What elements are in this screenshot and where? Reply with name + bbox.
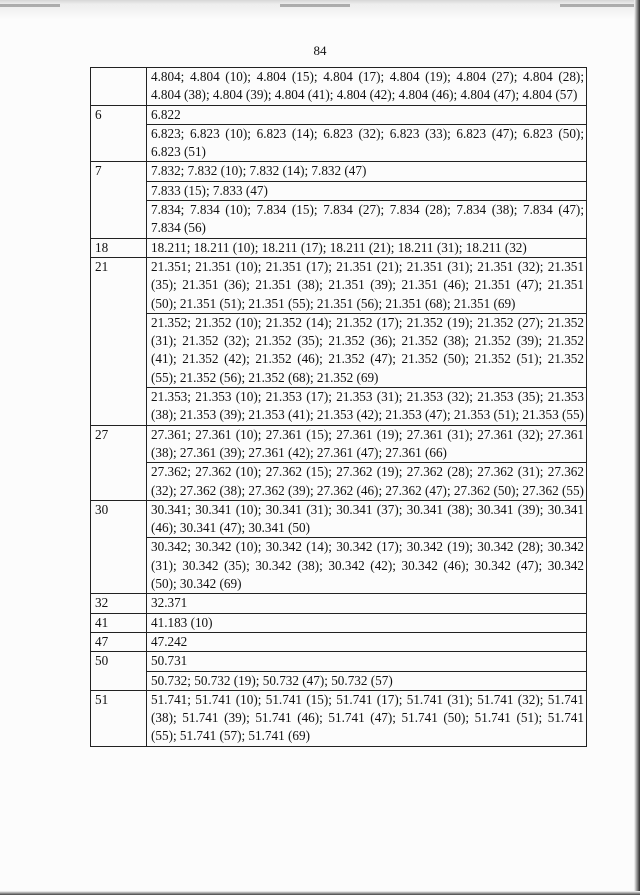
row-value: 50.731	[147, 652, 587, 671]
table-body	[91, 68, 587, 747]
table-row	[91, 671, 587, 690]
table-row	[91, 313, 587, 387]
row-key: 51	[91, 690, 147, 746]
row-key: 27	[91, 425, 147, 500]
row-key: 18	[91, 238, 147, 257]
table-row	[91, 162, 587, 181]
table-row	[91, 238, 587, 257]
row-value: 50.732; 50.732 (19); 50.732 (47); 50.732 (57)	[147, 671, 587, 690]
row-value: 27.362; 27.362 (10); 27.362 (15); 27.362 (19); 27.362 (28); 27.362 (31); 27.362 (32); 27.362 (38); 27.362 (39); 27.362 (46); 27.362 (47); 27.362 (50); 27.362 (55)	[147, 463, 587, 501]
row-value: 6.823; 6.823 (10); 6.823 (14); 6.823 (32); 6.823 (33); 6.823 (47); 6.823 (50); 6.823 (51)	[147, 124, 587, 162]
row-value: 41.183 (10)	[147, 613, 587, 632]
row-value: 30.341; 30.341 (10); 30.341 (31); 30.341 (37); 30.341 (38); 30.341 (39); 30.341 (46); 30.341 (47); 30.341 (50)	[147, 500, 587, 538]
scan-mark	[280, 4, 350, 7]
table-row	[91, 105, 587, 124]
table-row	[91, 538, 587, 594]
table-row	[91, 594, 587, 613]
row-key: 21	[91, 257, 147, 425]
row-value: 6.822	[147, 105, 587, 124]
row-value: 4.804; 4.804 (10); 4.804 (15); 4.804 (17); 4.804 (19); 4.804 (27); 4.804 (28); 4.804 (38); 4.804 (39); 4.804 (41); 4.804 (42); 4.804 (46); 4.804 (47); 4.804 (57)	[147, 68, 587, 106]
row-key	[91, 68, 147, 106]
scan-edge-top	[0, 0, 640, 20]
row-value: 32.371	[147, 594, 587, 613]
table-row	[91, 257, 587, 313]
table-row	[91, 632, 587, 651]
page-number: 84	[313, 43, 327, 58]
row-value: 30.342; 30.342 (10); 30.342 (14); 30.342 (17); 30.342 (19); 30.342 (28); 30.342 (31); 30.342 (35); 30.342 (38); 30.342 (42); 30.342 (46); 30.342 (47); 30.342 (50); 30.342 (69)	[147, 538, 587, 594]
table-row	[91, 652, 587, 671]
table-row	[91, 124, 587, 162]
row-key: 41	[91, 613, 147, 632]
table-row	[91, 68, 587, 106]
table-row	[91, 613, 587, 632]
scan-edge-bottom	[0, 891, 640, 895]
row-key: 30	[91, 500, 147, 593]
row-value: 18.211; 18.211 (10); 18.211 (17); 18.211 (21); 18.211 (31); 18.211 (32)	[147, 238, 587, 257]
row-key: 7	[91, 162, 147, 238]
scan-mark	[0, 4, 60, 7]
row-value: 47.242	[147, 632, 587, 651]
table-row	[91, 201, 587, 239]
row-key: 47	[91, 632, 147, 651]
row-value: 21.352; 21.352 (10); 21.352 (14); 21.352 (17); 21.352 (19); 21.352 (27); 21.352 (31); 21.352 (32); 21.352 (35); 21.352 (36); 21.352 (38); 21.352 (39); 21.352 (41); 21.352 (42); 21.352 (46); 21.352 (47); 21.352 (50); 21.352 (51); 21.352 (55); 21.352 (56); 21.352 (68); 21.352 (69)	[147, 313, 587, 387]
table-row	[91, 690, 587, 746]
table-row	[91, 388, 587, 426]
row-value: 51.741; 51.741 (10); 51.741 (15); 51.741 (17); 51.741 (31); 51.741 (32); 51.741 (38); 51.741 (39); 51.741 (46); 51.741 (47); 51.741 (50); 51.741 (51); 51.741 (55); 51.741 (57); 51.741 (69)	[147, 690, 587, 746]
scan-edge-right	[634, 0, 640, 895]
row-value: 7.832; 7.832 (10); 7.832 (14); 7.832 (47)	[147, 162, 587, 181]
table-row	[91, 425, 587, 463]
row-key: 6	[91, 105, 147, 162]
row-value: 7.834; 7.834 (10); 7.834 (15); 7.834 (27); 7.834 (28); 7.834 (38); 7.834 (47); 7.834 (56)	[147, 201, 587, 239]
row-value: 21.351; 21.351 (10); 21.351 (17); 21.351 (21); 21.351 (31); 21.351 (32); 21.351 (35); 21.351 (36); 21.351 (38); 21.351 (39); 21.351 (46); 21.351 (47); 21.351 (50); 21.351 (51); 21.351 (55); 21.351 (56); 21.351 (68); 21.351 (69)	[147, 257, 587, 313]
row-value: 27.361; 27.361 (10); 27.361 (15); 27.361 (19); 27.361 (31); 27.361 (32); 27.361 (38); 27.361 (39); 27.361 (42); 27.361 (47); 27.361 (66)	[147, 425, 587, 463]
row-key: 32	[91, 594, 147, 613]
table-row	[91, 463, 587, 501]
table-row	[91, 500, 587, 538]
scan-mark	[560, 4, 635, 7]
index-table	[90, 67, 587, 747]
row-key: 50	[91, 652, 147, 691]
row-value: 7.833 (15); 7.833 (47)	[147, 181, 587, 200]
table-row	[91, 181, 587, 200]
row-value: 21.353; 21.353 (10); 21.353 (17); 21.353 (31); 21.353 (32); 21.353 (35); 21.353 (38); 21.353 (39); 21.353 (41); 21.353 (42); 21.353 (47); 21.353 (51); 21.353 (55)	[147, 388, 587, 426]
